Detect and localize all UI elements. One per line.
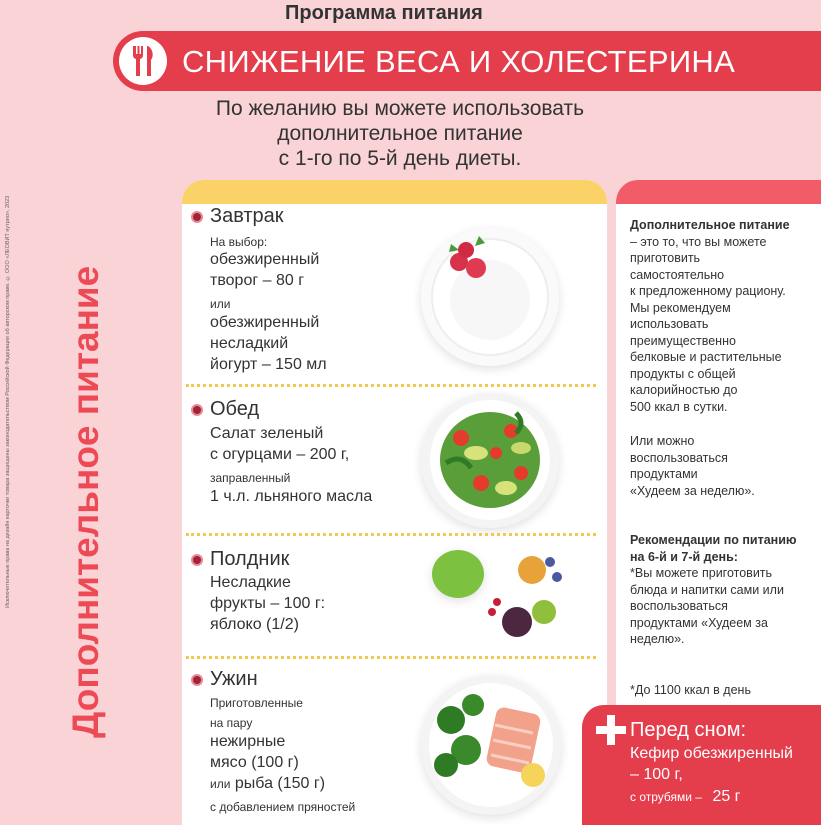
salad-plate-image	[421, 393, 559, 528]
meal-line: с огурцами – 200 г,	[210, 446, 350, 463]
info-line: *Вы можете приготовить	[630, 566, 773, 580]
section-divider	[186, 656, 596, 659]
meal-line: Несладкие	[210, 574, 291, 591]
before-sleep-box	[582, 705, 821, 825]
info-line: неделю».	[630, 632, 685, 646]
meal-line: йогурт – 150 мл	[210, 356, 327, 373]
info-line: продуктами «Худеем за	[630, 615, 768, 630]
side-title: Дополнительное питание	[65, 265, 106, 739]
info-paragraph-3	[630, 532, 810, 648]
banner-title: СНИЖЕНИЕ ВЕСА И ХОЛЕСТЕРИНА	[182, 44, 736, 79]
intro-text	[150, 96, 650, 171]
intro-line: с 1-го по 5-й день диеты.	[278, 147, 522, 170]
meal-line: яблоко (1/2)	[210, 616, 299, 633]
meal-line: нежирные	[210, 733, 286, 750]
info-paragraph-1	[630, 217, 810, 415]
info-line: белковые и растительные	[630, 350, 782, 364]
info-line: Или можно	[630, 434, 695, 448]
meal-line	[210, 773, 325, 795]
apple-image	[432, 550, 484, 598]
info-line: преимущественно	[630, 333, 736, 348]
meal-line: или	[210, 297, 231, 311]
before-sleep-line: Кефир обезжиренный	[630, 745, 793, 762]
meal-title: Ужин	[210, 668, 258, 690]
before-sleep-line: – 100 г,	[630, 766, 683, 783]
fork-plate-icon	[119, 37, 167, 85]
info-line: 500 ккал в сутки.	[630, 399, 728, 414]
meal-line-part: или	[210, 777, 231, 791]
meal-title: Завтрак	[210, 205, 284, 227]
meal-line: фрукты – 100 г:	[210, 595, 326, 612]
info-line: «Худеем за неделю».	[630, 483, 755, 498]
bullet-icon	[191, 554, 203, 566]
meal-line: заправленный	[210, 471, 291, 485]
before-sleep-line	[630, 788, 741, 806]
section-divider	[186, 384, 596, 387]
meal-line: на пару	[210, 716, 253, 730]
info-line: к предложенному рациону.	[630, 284, 786, 298]
meal-line: творог – 80 г	[210, 272, 305, 289]
bullet-icon	[191, 211, 203, 223]
meal-title: Обед	[210, 398, 260, 420]
panel-top-bar	[182, 180, 607, 204]
info-line: продукты с общей	[630, 366, 736, 381]
info-line: приготовить	[630, 251, 701, 265]
info-heading: Дополнительное питание	[630, 218, 790, 232]
info-paragraph-2	[630, 433, 810, 499]
fruit-plate-image	[470, 545, 550, 645]
bullet-icon	[191, 404, 203, 416]
info-line: продуктами	[630, 467, 698, 481]
before-sleep-title: Перед сном:	[630, 719, 747, 741]
panel-top-bar	[616, 180, 821, 204]
copyright-notice: Исключительные права на дизайн карточки товара защищены законодательством Российской Федерации об авторском праве. © ООО «ЛЕОВИТ нутрио», 2023	[5, 195, 11, 608]
info-heading: на 6-й и 7-й день:	[630, 549, 738, 564]
info-heading: Рекомендации по питанию	[630, 533, 797, 547]
info-line: воспользоваться	[630, 599, 728, 613]
meal-line: с добавлением пряностей	[210, 800, 356, 814]
meal-line: Приготовленные	[210, 696, 303, 710]
meal-line: несладкий	[210, 335, 289, 352]
info-line: самостоятельно	[630, 267, 725, 282]
info-line: блюда и напитки сами или	[630, 582, 784, 597]
meal-line: обезжиренный	[210, 251, 320, 268]
program-heading: Программа питания	[285, 2, 483, 24]
info-line: Мы рекомендуем	[630, 300, 731, 315]
fish-broccoli-plate-image	[421, 675, 561, 815]
info-line: использовать	[630, 317, 709, 331]
intro-line: дополнительное питание	[277, 122, 523, 145]
meal-line: На выбор:	[210, 235, 268, 249]
info-line: калорийностью до	[630, 383, 738, 397]
yogurt-plate-image	[421, 228, 559, 366]
before-sleep-part: 25 г	[712, 788, 741, 805]
intro-line: По желанию вы можете использовать	[215, 97, 585, 120]
before-sleep-part: с отрубями –	[630, 790, 702, 804]
info-line: воспользоваться	[630, 450, 728, 465]
meal-line-part: рыба (150 г)	[234, 775, 326, 792]
bullet-icon	[191, 674, 203, 686]
info-line: – это то, что вы можете	[630, 234, 767, 249]
plus-icon	[596, 715, 626, 745]
meal-line: обезжиренный	[210, 314, 320, 331]
meal-line: мясо (100 г)	[210, 754, 299, 771]
meal-title: Полдник	[210, 548, 290, 570]
title-banner	[113, 31, 821, 91]
meal-line: 1 ч.л. льняного масла	[210, 488, 373, 505]
info-note: *До 1100 ккал в день	[630, 683, 751, 697]
section-divider	[186, 533, 596, 536]
meal-line: Салат зеленый	[210, 425, 324, 442]
